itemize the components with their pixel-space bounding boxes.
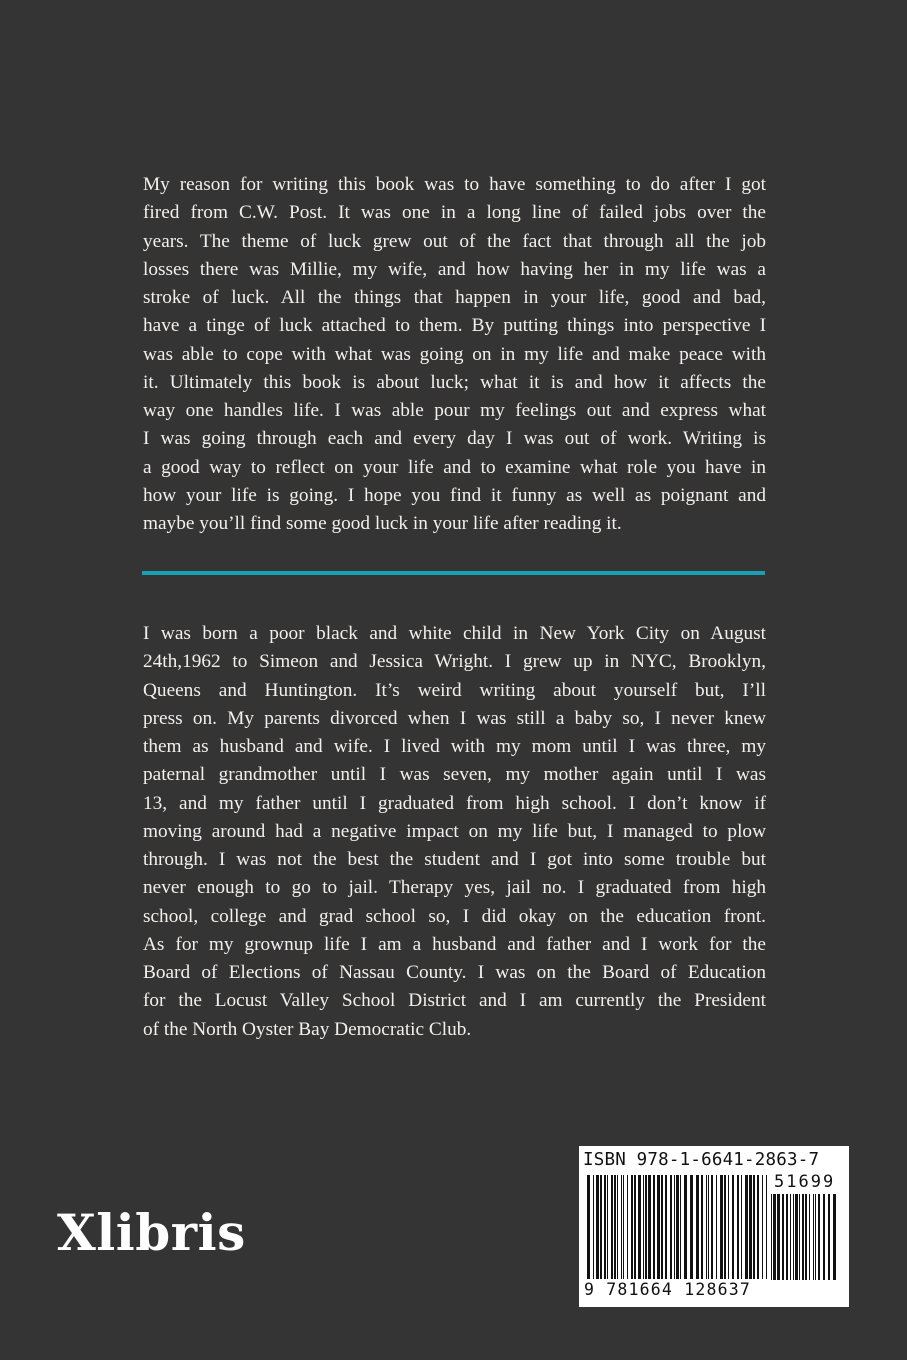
barcode-bar <box>634 1175 636 1279</box>
barcode-bar <box>786 1194 788 1280</box>
barcode-bar <box>809 1194 810 1280</box>
barcode-bar <box>684 1175 687 1279</box>
barcode-bar <box>674 1175 675 1279</box>
barcode-bar <box>631 1175 633 1279</box>
bio-line: press on. My parents divorced when I was still a baby so, I never knew <box>143 707 766 729</box>
barcode-bar <box>607 1175 608 1279</box>
barcode-bar <box>627 1175 628 1279</box>
barcode-bar <box>741 1175 742 1279</box>
barcode-bar <box>753 1175 755 1279</box>
barcode-bar <box>604 1175 606 1279</box>
description-line: was able to cope with what was going on in my life and make peace with <box>143 343 766 365</box>
barcode-bars <box>587 1175 767 1293</box>
description-line: have a tinge of luck attached to them. By putting things into perspective I <box>143 315 766 337</box>
barcode-bar <box>645 1175 647 1279</box>
price-code: 51699 <box>774 1172 836 1192</box>
barcode-bar <box>771 1194 772 1280</box>
bio-line: never enough to go to jail. Therapy yes, jail no. I graduated from high <box>143 877 766 899</box>
barcode-bar <box>661 1175 663 1279</box>
barcode-bar <box>766 1175 767 1279</box>
barcode-bar <box>701 1175 703 1279</box>
barcode-bar <box>711 1175 713 1279</box>
barcode-bar <box>799 1194 800 1280</box>
barcode-bar <box>823 1194 825 1280</box>
description-line: fired from C.W. Post. It was one in a long line of failed jobs over the <box>143 202 766 224</box>
barcode-bar <box>724 1175 726 1279</box>
description-line: maybe you’ll find some good luck in your life after reading it. <box>143 513 622 534</box>
barcode-bar <box>690 1175 693 1279</box>
description-line: stroke of luck. All the things that happen in your life, good and bad, <box>143 287 766 308</box>
barcode-bar <box>680 1175 681 1279</box>
description-line: I was going through each and every day I was out of work. Writing is <box>143 428 766 450</box>
description-line: losses there was Millie, my wife, and how having her in my life was a <box>143 258 766 280</box>
barcode-bar <box>802 1194 804 1280</box>
barcode-bar <box>745 1175 748 1279</box>
barcode-bar <box>617 1175 618 1279</box>
bio-line: through. I was not the best the student and I got into some trouble but <box>143 849 766 870</box>
barcode-bar <box>623 1175 624 1279</box>
barcode-bar <box>638 1175 641 1279</box>
bio-line: school, college and grad school so, I did okay on the education front. <box>143 905 766 927</box>
barcode-bar <box>593 1175 594 1279</box>
barcode-bar <box>614 1175 616 1279</box>
description-line: way one handles life. I was able pour my feelings out and express what <box>143 400 766 421</box>
barcode-bar <box>833 1194 836 1280</box>
barcode-bar <box>648 1175 651 1279</box>
barcode-bar <box>762 1175 763 1279</box>
barcode-bar <box>732 1175 734 1279</box>
barcode-bar <box>716 1175 717 1279</box>
barcode-bar <box>777 1194 780 1280</box>
barcode-bar <box>706 1175 707 1279</box>
barcode-bar <box>818 1194 820 1280</box>
description-line: years. The theme of luck grew out of the fact that through all the job <box>143 230 766 252</box>
barcode-bar <box>805 1194 807 1280</box>
bio-line: of the North Oyster Bay Democratic Club. <box>143 1018 472 1040</box>
barcode-bar <box>596 1175 599 1279</box>
barcode-bar <box>676 1175 679 1279</box>
barcode-bar <box>653 1175 655 1279</box>
barcode-bar <box>670 1175 672 1279</box>
barcode-bar <box>600 1175 602 1279</box>
bio-line: moving around had a negative impact on my life but, I managed to plow <box>143 820 766 842</box>
bio-line: 24th,1962 to Simeon and Jessica Wright. I grew up in NYC, Brooklyn, <box>143 651 766 673</box>
description-line: a good way to reflect on your life and to examine what role you have in <box>143 456 766 478</box>
barcode-bar <box>708 1175 709 1279</box>
bio-line: them as husband and wife. I lived with my mom until I was three, my <box>143 736 766 757</box>
barcode-bar <box>782 1194 784 1280</box>
description-line: how your life is going. I hope you find it funny as well as poignant and <box>143 484 766 506</box>
barcode-bar <box>621 1175 622 1279</box>
book-description <box>143 171 766 538</box>
barcode-bar <box>815 1194 816 1280</box>
bio-line: Queens and Huntington. It’s weird writing about yourself but, I’ll <box>143 679 766 701</box>
section-divider <box>142 571 765 575</box>
barcode-bar <box>813 1194 814 1280</box>
bio-line: I was born a poor black and white child in New York City on August <box>143 623 766 644</box>
isbn-barcode <box>579 1146 849 1307</box>
ean-number: 9 781664 128637 <box>584 1280 752 1299</box>
barcode-bar <box>757 1175 759 1279</box>
barcode-bar <box>643 1175 644 1279</box>
isbn-label: ISBN 978-1-6641-2863-7 <box>583 1150 820 1170</box>
description-line: it. Ultimately this book is about luck; what it is and how it affects the <box>143 371 766 393</box>
bio-line: As for my grownup life I am a husband and father and I work for the <box>143 933 766 955</box>
publisher-logo: Xlibris <box>57 1203 246 1262</box>
barcode-bar <box>737 1175 739 1279</box>
barcode-bar <box>728 1175 729 1279</box>
bio-line: for the Locust Valley School District and I am currently the President <box>143 990 766 1012</box>
description-line: My reason for writing this book was to have something to do after I got <box>143 174 766 195</box>
barcode-bar <box>665 1175 667 1279</box>
bio-line: Board of Elections of Nassau County. I was on the Board of Education <box>143 962 766 983</box>
author-bio <box>143 620 766 1044</box>
bio-line: paternal grandmother until I was seven, my mother again until I was <box>143 764 766 786</box>
bio-line: 13, and my father until I graduated from high school. I don’t know if <box>143 792 766 814</box>
barcode-bar <box>790 1194 791 1280</box>
barcode-bar <box>749 1175 752 1279</box>
barcode-bar <box>773 1194 776 1280</box>
barcode-bar <box>696 1175 699 1279</box>
barcode-bar <box>587 1175 590 1279</box>
barcode-bar <box>795 1194 798 1280</box>
barcode-bar <box>611 1175 613 1279</box>
barcode-bar <box>828 1194 830 1280</box>
barcode-bar <box>657 1175 660 1279</box>
addon-barcode-bars <box>771 1194 837 1293</box>
barcode-bar <box>793 1194 794 1280</box>
barcode-bar <box>720 1175 723 1279</box>
